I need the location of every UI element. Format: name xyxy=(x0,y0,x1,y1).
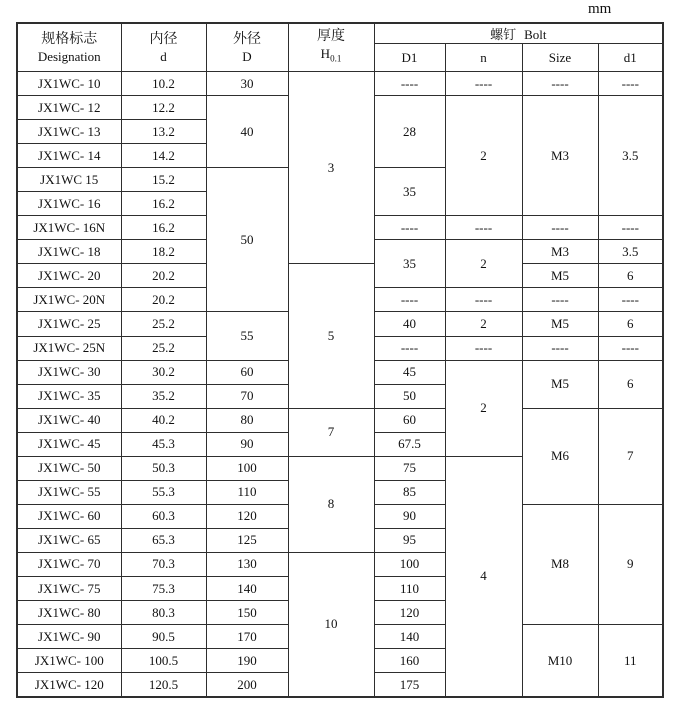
cell-outer-diameter: 150 xyxy=(206,601,288,625)
header-row xyxy=(17,23,663,44)
cell-bolt-circle-diameter: 35 xyxy=(374,168,445,216)
spec-table xyxy=(16,22,664,698)
col-header-bolt-thread-size: Size xyxy=(522,44,598,72)
cell-bolt-circle-diameter: ---- xyxy=(374,216,445,240)
cell-bolt-thread-size: M3 xyxy=(522,96,598,216)
col-header-thickness xyxy=(288,23,374,72)
cell-outer-diameter: 170 xyxy=(206,625,288,649)
cell-bolt-circle-diameter: 95 xyxy=(374,528,445,552)
cell-designation: JX1WC- 55 xyxy=(17,480,121,504)
cell-designation: JX1WC- 16 xyxy=(17,192,121,216)
cell-bolt-circle-diameter: 75 xyxy=(374,456,445,480)
cell-bolt-thread-size: M5 xyxy=(522,360,598,408)
cell-bolt-circle-diameter: 160 xyxy=(374,649,445,673)
cell-thickness: 5 xyxy=(288,264,374,408)
cell-inner-diameter: 40.2 xyxy=(121,408,206,432)
unit-label: mm xyxy=(588,1,612,17)
cell-outer-diameter: 40 xyxy=(206,96,288,168)
cell-designation: JX1WC- 90 xyxy=(17,625,121,649)
cell-bolt-circle-diameter: 35 xyxy=(374,240,445,288)
cell-bolt-hole-diameter: ---- xyxy=(598,216,663,240)
cell-bolt-count: 2 xyxy=(445,312,522,336)
cell-inner-diameter: 80.3 xyxy=(121,601,206,625)
cell-designation: JX1WC- 25 xyxy=(17,312,121,336)
cell-bolt-circle-diameter: ---- xyxy=(374,72,445,96)
col-header-designation xyxy=(17,23,121,72)
cell-inner-diameter: 35.2 xyxy=(121,384,206,408)
cell-bolt-hole-diameter: 6 xyxy=(598,360,663,408)
col-header-bolt-circle-diameter: D1 xyxy=(374,44,445,72)
cell-outer-diameter: 125 xyxy=(206,528,288,552)
col-header-designation-zh: 规格标志 xyxy=(41,31,98,47)
col-header-bolt-group xyxy=(374,23,663,44)
cell-bolt-count: ---- xyxy=(445,72,522,96)
cell-outer-diameter: 70 xyxy=(206,384,288,408)
cell-bolt-hole-diameter: 9 xyxy=(598,504,663,624)
cell-bolt-thread-size: ---- xyxy=(522,72,598,96)
cell-bolt-thread-size: M5 xyxy=(522,264,598,288)
cell-bolt-circle-diameter: 175 xyxy=(374,673,445,697)
cell-inner-diameter: 16.2 xyxy=(121,216,206,240)
table-row xyxy=(17,72,663,96)
cell-inner-diameter: 100.5 xyxy=(121,649,206,673)
cell-bolt-circle-diameter: 28 xyxy=(374,96,445,168)
cell-outer-diameter: 130 xyxy=(206,552,288,576)
cell-inner-diameter: 30.2 xyxy=(121,360,206,384)
cell-outer-diameter: 55 xyxy=(206,312,288,360)
cell-designation: JX1WC- 10 xyxy=(17,72,121,96)
cell-bolt-count: 2 xyxy=(445,360,522,456)
cell-bolt-thread-size: ---- xyxy=(522,216,598,240)
cell-outer-diameter: 80 xyxy=(206,408,288,432)
cell-outer-diameter: 120 xyxy=(206,504,288,528)
cell-outer-diameter: 30 xyxy=(206,72,288,96)
cell-outer-diameter: 60 xyxy=(206,360,288,384)
cell-bolt-hole-diameter: 6 xyxy=(598,312,663,336)
cell-designation: JX1WC- 16N xyxy=(17,216,121,240)
cell-bolt-circle-diameter: ---- xyxy=(374,288,445,312)
cell-bolt-circle-diameter: 60 xyxy=(374,408,445,432)
cell-inner-diameter: 12.2 xyxy=(121,96,206,120)
cell-bolt-thread-size: M8 xyxy=(522,504,598,624)
cell-inner-diameter: 120.5 xyxy=(121,673,206,697)
cell-bolt-count: 4 xyxy=(445,456,522,697)
cell-designation: JX1WC- 80 xyxy=(17,601,121,625)
thickness-tolerance-subscript: 0.1 xyxy=(330,53,342,64)
cell-outer-diameter: 50 xyxy=(206,168,288,312)
cell-bolt-hole-diameter: 11 xyxy=(598,625,663,697)
cell-designation: JX1WC- 100 xyxy=(17,649,121,673)
cell-bolt-circle-diameter: 85 xyxy=(374,480,445,504)
cell-bolt-count: ---- xyxy=(445,336,522,360)
col-header-bolt-en: Bolt xyxy=(524,27,547,42)
cell-bolt-thread-size: M3 xyxy=(522,240,598,264)
col-header-bolt-count: n xyxy=(445,44,522,72)
cell-outer-diameter: 190 xyxy=(206,649,288,673)
cell-outer-diameter: 100 xyxy=(206,456,288,480)
cell-bolt-circle-diameter: 90 xyxy=(374,504,445,528)
cell-bolt-count: ---- xyxy=(445,288,522,312)
col-header-outer-diameter-zh: 外径 xyxy=(233,31,261,47)
cell-bolt-hole-diameter: 6 xyxy=(598,264,663,288)
cell-bolt-hole-diameter: 3.5 xyxy=(598,240,663,264)
cell-inner-diameter: 55.3 xyxy=(121,480,206,504)
cell-designation: JX1WC- 75 xyxy=(17,576,121,600)
cell-bolt-hole-diameter: 7 xyxy=(598,408,663,504)
spec-table-body xyxy=(17,72,663,698)
cell-inner-diameter: 18.2 xyxy=(121,240,206,264)
col-header-designation-en: Designation xyxy=(37,48,101,64)
cell-designation: JX1WC- 25N xyxy=(17,336,121,360)
cell-bolt-count: ---- xyxy=(445,216,522,240)
cell-inner-diameter: 13.2 xyxy=(121,120,206,144)
cell-inner-diameter: 25.2 xyxy=(121,312,206,336)
cell-inner-diameter: 90.5 xyxy=(121,625,206,649)
cell-designation: JX1WC 15 xyxy=(17,168,121,192)
cell-designation: JX1WC- 70 xyxy=(17,552,121,576)
cell-bolt-circle-diameter: 140 xyxy=(374,625,445,649)
cell-designation: JX1WC- 20 xyxy=(17,264,121,288)
cell-outer-diameter: 90 xyxy=(206,432,288,456)
col-header-inner-diameter xyxy=(121,23,206,72)
cell-inner-diameter: 20.2 xyxy=(121,264,206,288)
cell-designation: JX1WC- 45 xyxy=(17,432,121,456)
cell-bolt-circle-diameter: 67.5 xyxy=(374,432,445,456)
cell-inner-diameter: 75.3 xyxy=(121,576,206,600)
cell-bolt-thread-size: M6 xyxy=(522,408,598,504)
table-row xyxy=(17,408,663,432)
cell-thickness: 7 xyxy=(288,408,374,456)
cell-bolt-circle-diameter: 50 xyxy=(374,384,445,408)
cell-designation: JX1WC- 60 xyxy=(17,504,121,528)
cell-designation: JX1WC- 14 xyxy=(17,144,121,168)
cell-bolt-circle-diameter: ---- xyxy=(374,336,445,360)
cell-thickness: 3 xyxy=(288,72,374,264)
cell-inner-diameter: 70.3 xyxy=(121,552,206,576)
col-header-inner-diameter-symbol: d xyxy=(160,48,167,64)
cell-inner-diameter: 10.2 xyxy=(121,72,206,96)
cell-designation: JX1WC- 40 xyxy=(17,408,121,432)
cell-bolt-thread-size: ---- xyxy=(522,288,598,312)
cell-thickness: 8 xyxy=(288,456,374,552)
cell-outer-diameter: 140 xyxy=(206,576,288,600)
cell-inner-diameter: 50.3 xyxy=(121,456,206,480)
cell-designation: JX1WC- 50 xyxy=(17,456,121,480)
cell-bolt-thread-size: M5 xyxy=(522,312,598,336)
cell-bolt-hole-diameter: ---- xyxy=(598,288,663,312)
cell-inner-diameter: 25.2 xyxy=(121,336,206,360)
col-header-outer-diameter xyxy=(206,23,288,72)
col-header-inner-diameter-zh: 内径 xyxy=(149,31,178,47)
cell-inner-diameter: 16.2 xyxy=(121,192,206,216)
cell-bolt-circle-diameter: 110 xyxy=(374,576,445,600)
col-header-bolt-hole-diameter: d1 xyxy=(598,44,663,72)
cell-inner-diameter: 20.2 xyxy=(121,288,206,312)
cell-bolt-thread-size: M10 xyxy=(522,625,598,697)
cell-inner-diameter: 15.2 xyxy=(121,168,206,192)
cell-designation: JX1WC- 12 xyxy=(17,96,121,120)
cell-outer-diameter: 200 xyxy=(206,673,288,697)
cell-bolt-thread-size: ---- xyxy=(522,336,598,360)
cell-designation: JX1WC- 120 xyxy=(17,673,121,697)
cell-bolt-hole-diameter: 3.5 xyxy=(598,96,663,216)
col-header-outer-diameter-symbol: D xyxy=(242,48,252,64)
col-header-thickness-zh: 厚度 xyxy=(317,29,345,45)
table-row xyxy=(17,264,663,288)
cell-designation: JX1WC- 65 xyxy=(17,528,121,552)
cell-outer-diameter: 110 xyxy=(206,480,288,504)
cell-inner-diameter: 14.2 xyxy=(121,144,206,168)
cell-designation: JX1WC- 35 xyxy=(17,384,121,408)
cell-inner-diameter: 45.3 xyxy=(121,432,206,456)
cell-bolt-circle-diameter: 45 xyxy=(374,360,445,384)
cell-designation: JX1WC- 18 xyxy=(17,240,121,264)
cell-thickness: 10 xyxy=(288,552,374,697)
cell-designation: JX1WC- 30 xyxy=(17,360,121,384)
cell-bolt-circle-diameter: 40 xyxy=(374,312,445,336)
cell-bolt-count: 2 xyxy=(445,96,522,216)
cell-designation: JX1WC- 20N xyxy=(17,288,121,312)
cell-bolt-hole-diameter: ---- xyxy=(598,72,663,96)
cell-bolt-circle-diameter: 100 xyxy=(374,552,445,576)
cell-designation: JX1WC- 13 xyxy=(17,120,121,144)
cell-inner-diameter: 65.3 xyxy=(121,528,206,552)
col-header-thickness-symbol: $H_{0.1}$ xyxy=(320,46,342,64)
col-header-bolt-zh: 螺钉 xyxy=(490,27,517,42)
cell-inner-diameter: 60.3 xyxy=(121,504,206,528)
cell-bolt-hole-diameter: ---- xyxy=(598,336,663,360)
cell-bolt-circle-diameter: 120 xyxy=(374,601,445,625)
cell-bolt-count: 2 xyxy=(445,240,522,288)
